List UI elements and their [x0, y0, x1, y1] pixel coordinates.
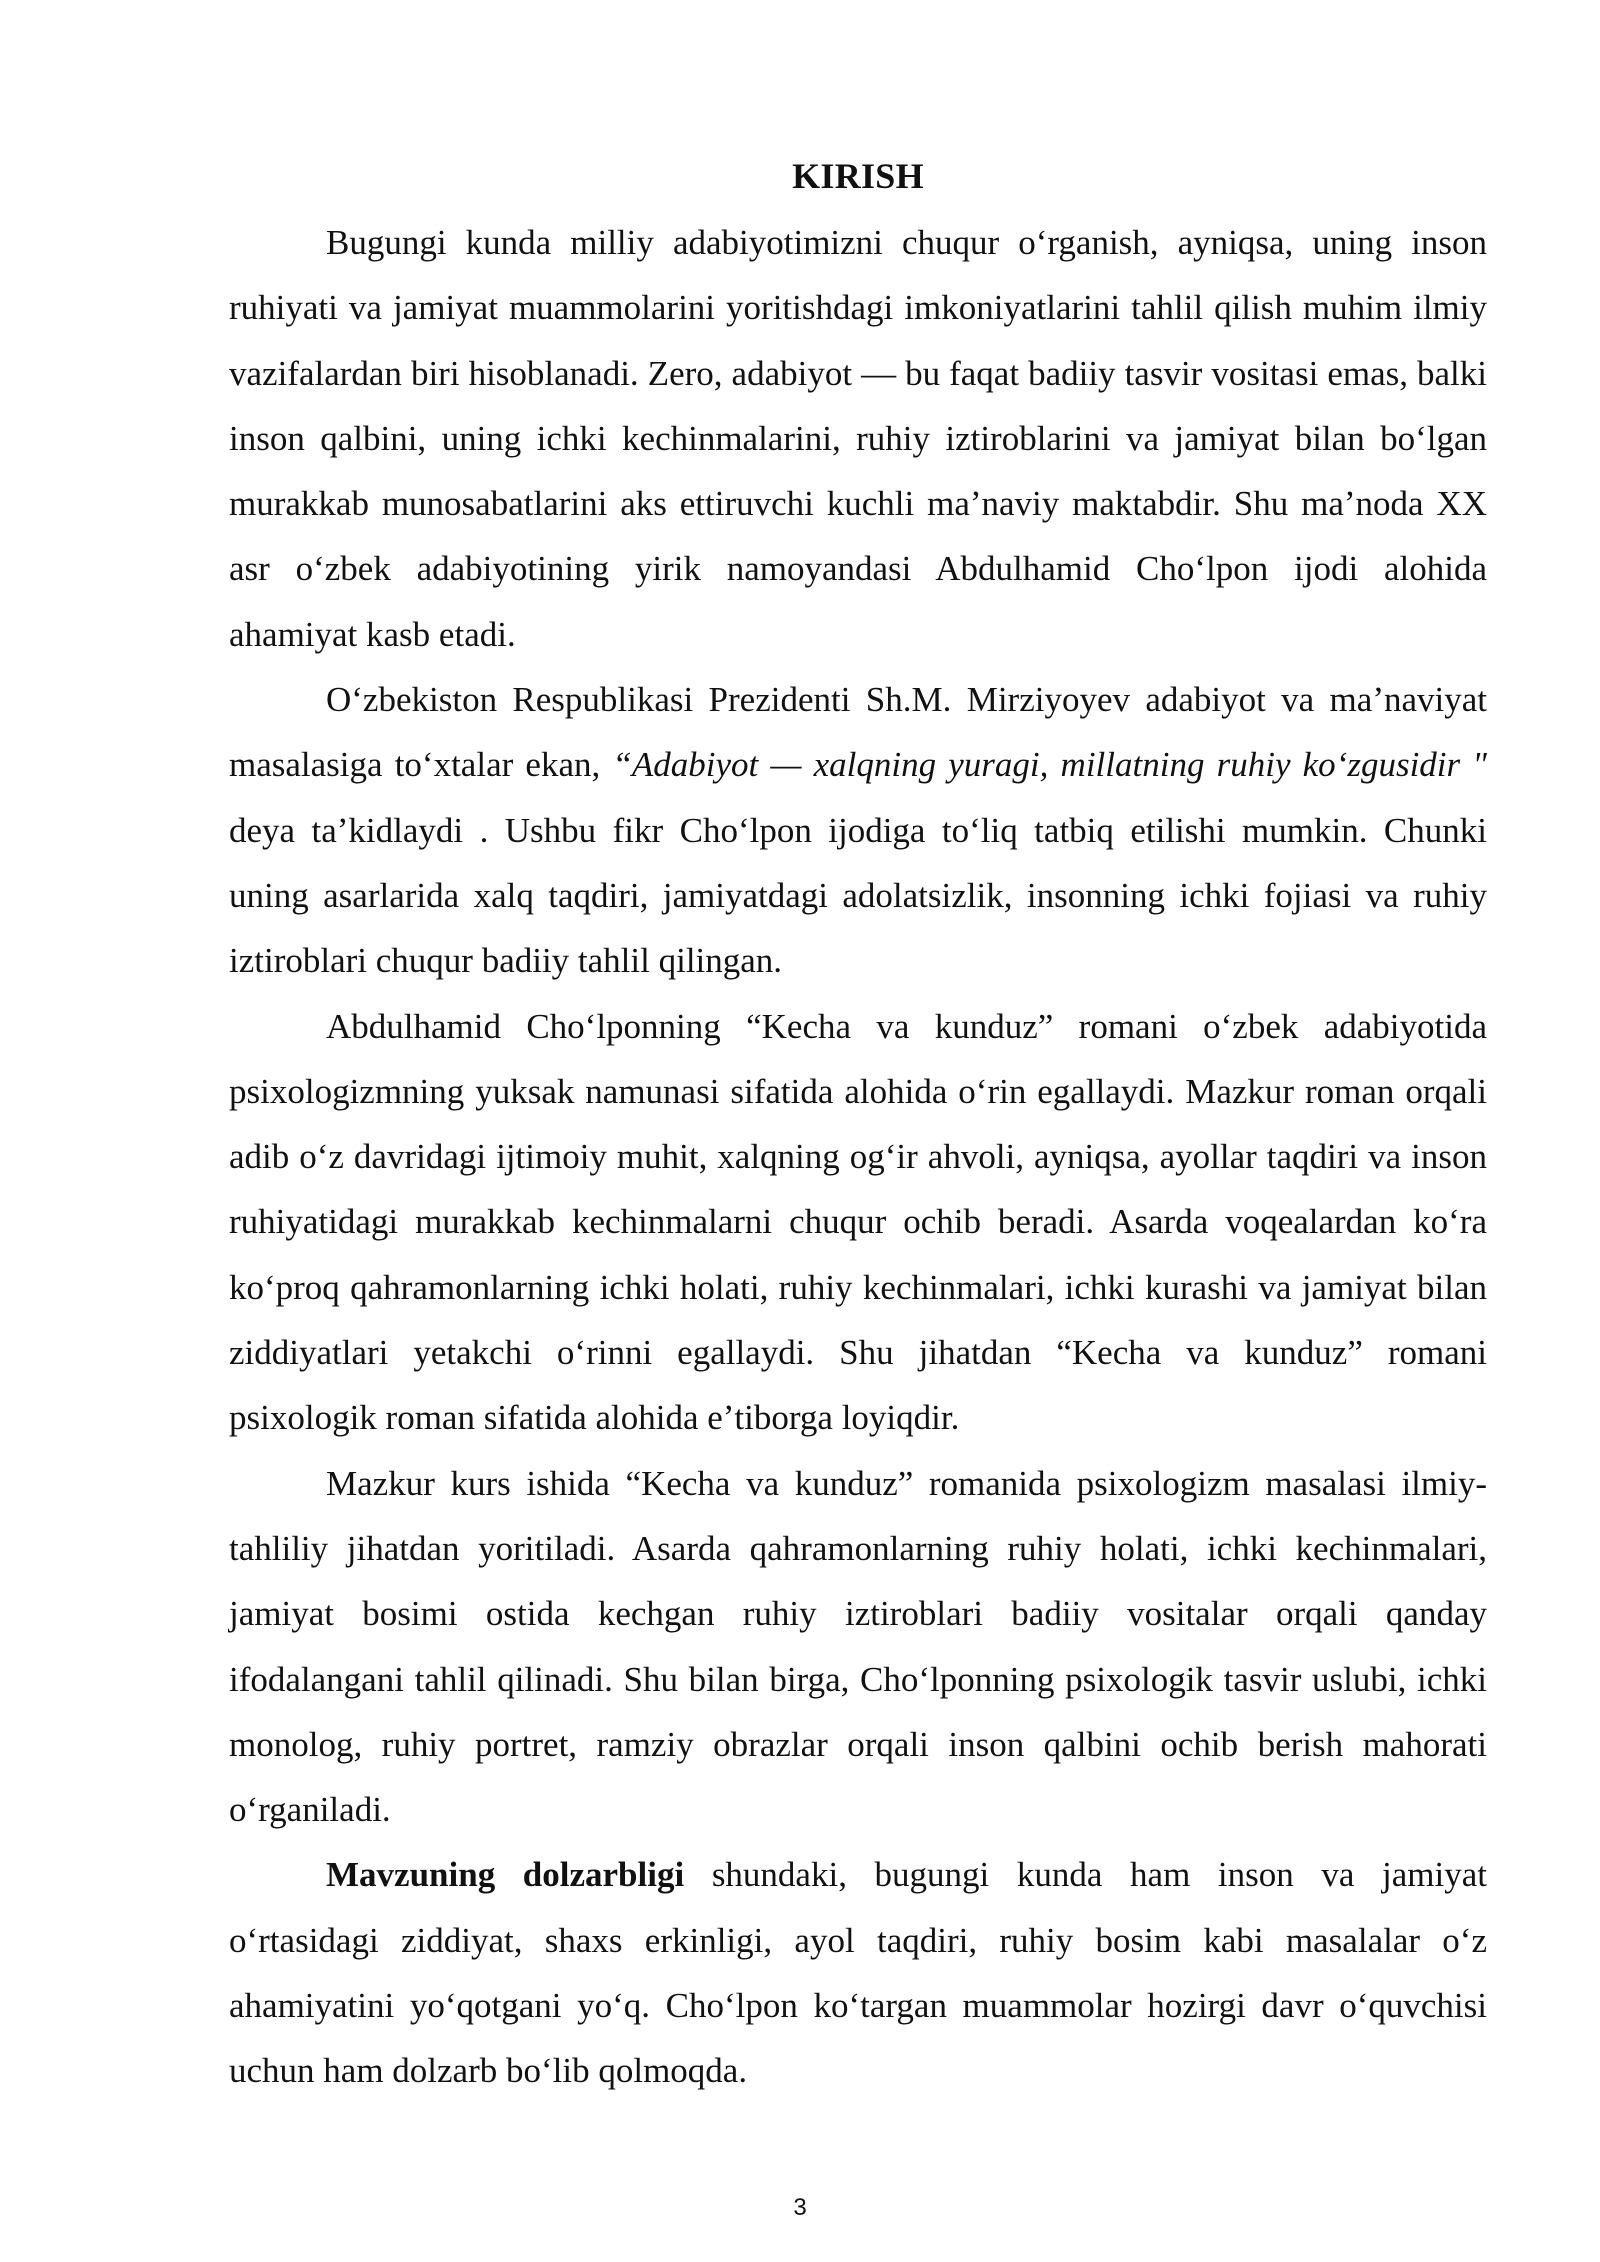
quote-text: “Adabiyot — xalqning yuragi, millatning ruhiy koʻzgusidir " [612, 745, 1487, 785]
quote-lead-text: Oʻzbekiston Respublikasi Prezidenti Sh.M. Mirziyoyev adabiyot va maʼnaviyat masalasiga toʻxtalar ekan, [229, 680, 1487, 785]
page-body [229, 150, 1487, 2104]
quote-trail-text: deya taʼkidlaydi . Ushbu fikr Choʻlpon ijodiga toʻliq tatbiq etilishi mumkin. Chunki uning asarlarida xalq taqdiri, jamiyatdagi adolatsizlik, insonning ichki fojiasi va ruhiy iztiroblari chuqur badiiy tahlil qilingan. [229, 810, 1487, 981]
page-number: 3 [793, 2194, 807, 2221]
relevance-heading: Mavzuning dolzarbligi [326, 1855, 685, 1895]
paragraph-course-scope: Mazkur kurs ishida “Kecha va kunduz” romanida psixologizm masalasi ilmiy-tahliliy jihatdan yoritiladi. Asarda qahramonlarning ruhiy holati, ichki kechinmalari, jamiyat bosimi ostida kechgan ruhiy iztiroblari badiiy vositalar orqali qanday ifodalangani tahlil qilinadi. Shu bilan birga, Choʻlponning psixologik tasvir uslubi, ichki monolog, ruhiy portret, ramziy obrazlar orqali inson qalbini ochib berish mahorati oʻrganiladi. [229, 1463, 1487, 1830]
paragraph-president-quote [229, 667, 1487, 993]
relevance-text: shundaki, bugungi kunda ham inson va jamiyat oʻrtasidagi ziddiyat, shaxs erkinligi, ayol taqdiri, ruhiy bosim kabi masalalar oʻz ahamiyatini yoʻqotgani yoʻq. Choʻlpon koʻtargan muammolar hozirgi davr oʻquvchisi uchun ham dolzarb boʻlib qolmoqda. [229, 1855, 1487, 2091]
paragraph-intro: Bugungi kunda milliy adabiyotimizni chuqur oʻrganish, ayniqsa, uning inson ruhiyati va jamiyat muammolarini yoritishdagi imkoniyatlarini tahlil qilish muhim ilmiy vazifalardan biri hisoblanadi. Zero, adabiyot — bu faqat badiiy tasvir vositasi emas, balki inson qalbini, uning ichki kechinmalarini, ruhiy iztiroblarini va jamiyat bilan boʻlgan murakkab munosabatlarini aks ettiruvchi kuchli maʼnaviy maktabdir. Shu maʼnoda XX asr oʻzbek adabiyotining yirik namoyandasi Abdulhamid Choʻlpon ijodi alohida ahamiyat kasb etadi. [229, 223, 1487, 654]
page-title: KIRISH [792, 156, 924, 196]
paragraph-relevance [229, 1842, 1487, 2103]
paragraph-novel-overview: Abdulhamid Choʻlponning “Kecha va kunduz” romani oʻzbek adabiyotida psixologizmning yuksak namunasi sifatida alohida oʻrin egallaydi. Mazkur roman orqali adib oʻz davridagi ijtimoiy muhit, xalqning ogʻir ahvoli, ayniqsa, ayollar taqdiri va inson ruhiyatidagi murakkab kechinmalarni chuqur ochib beradi. Asarda voqealardan koʻra koʻproq qahramonlarning ichki holati, ruhiy kechinmalari, ichki kurashi va jamiyat bilan ziddiyatlari yetakchi oʻrinni egallaydi. Shu jihatdan “Kecha va kunduz” romani psixologik roman sifatida alohida eʼtiborga loyiqdir. [229, 1006, 1487, 1438]
